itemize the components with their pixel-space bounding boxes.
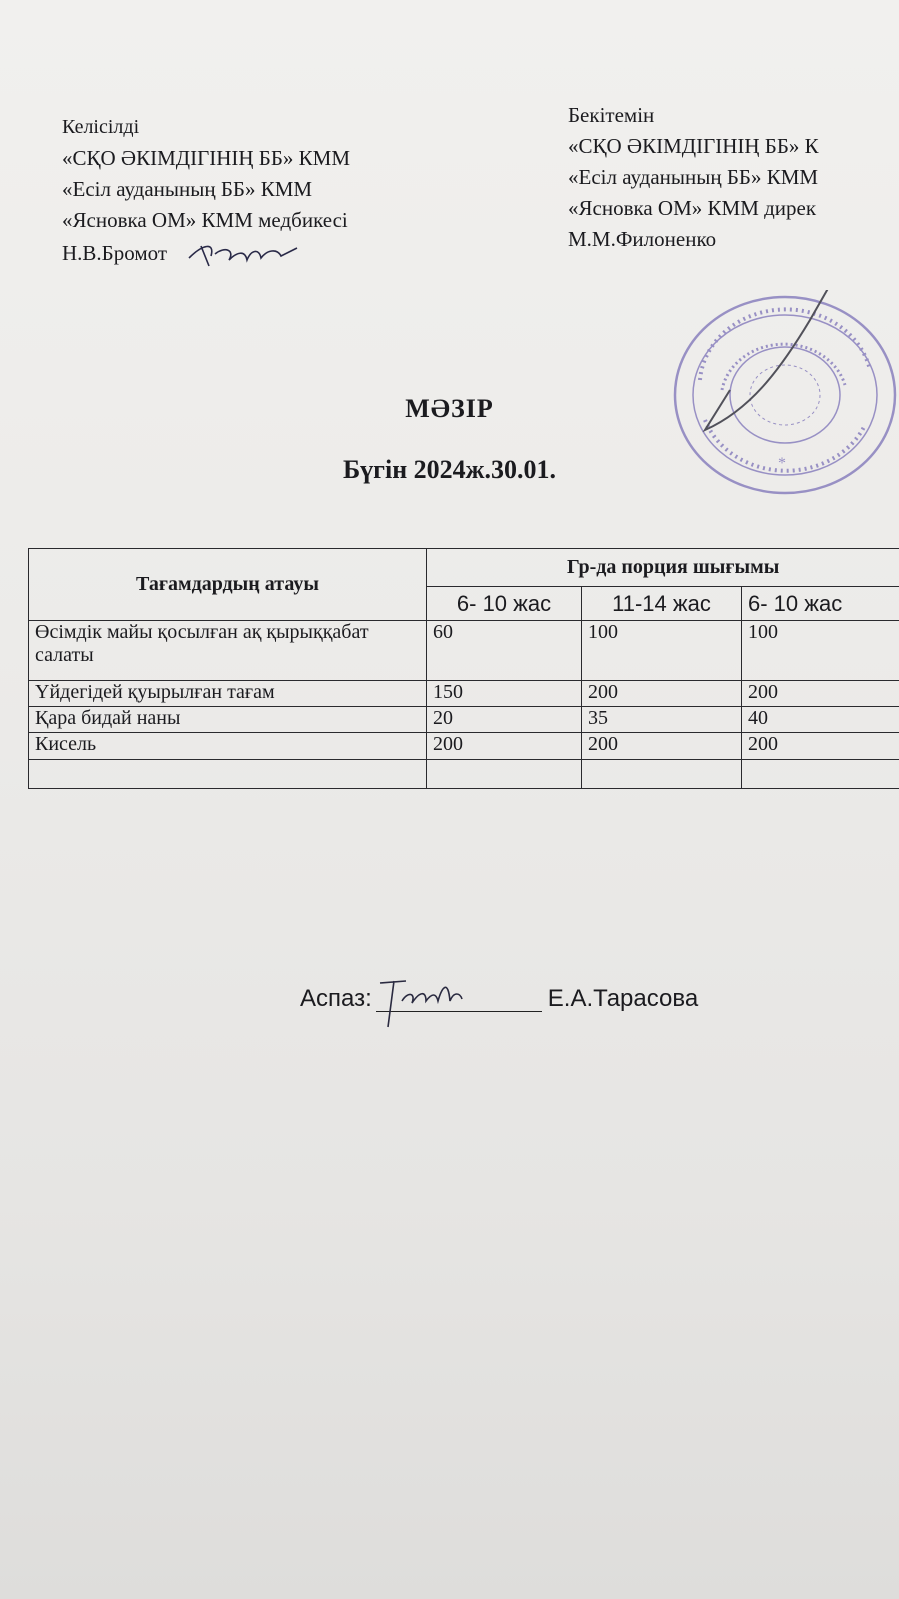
empty-cell bbox=[29, 760, 427, 789]
agreed-org-line: «СҚО ӘКІМДІГІНІҢ ББ» КММ bbox=[62, 146, 351, 170]
header-age-1: 6- 10 жас bbox=[427, 587, 582, 621]
menu-table bbox=[28, 548, 899, 789]
dish-name: Өсімдік майы қосылған ақ қырыққабат салаты bbox=[29, 621, 427, 681]
portion-value: 200 bbox=[742, 681, 899, 707]
cook-name: Е.А.Тарасова bbox=[547, 985, 699, 1012]
agreed-name: Н.В.Бромот bbox=[62, 241, 168, 265]
portion-value: 200 bbox=[427, 733, 582, 760]
page-title: МӘЗІР bbox=[405, 394, 494, 423]
approved-name: М.М.Филоненко bbox=[568, 227, 717, 251]
dish-name: Үйдегідей қуырылған тағам bbox=[29, 681, 427, 707]
portion-value: 200 bbox=[582, 681, 742, 707]
empty-cell bbox=[582, 760, 742, 789]
table-row bbox=[29, 621, 899, 681]
agreed-position-line: «Ясновка ОМ» КММ медбикесі bbox=[62, 208, 348, 232]
table-row bbox=[29, 681, 899, 707]
dish-name: Кисель bbox=[29, 733, 427, 760]
portion-value: 35 bbox=[582, 707, 742, 733]
header-portion: Гр-да порция шығымы bbox=[427, 549, 899, 587]
signature-blank bbox=[376, 985, 542, 1012]
approved-heading: Бекітемін bbox=[568, 103, 655, 127]
portion-value: 60 bbox=[427, 621, 582, 681]
nurse-signature bbox=[185, 236, 305, 270]
table-row bbox=[29, 707, 899, 733]
approved-org-line: «СҚО ӘКІМДІГІНІҢ ББ» К bbox=[568, 134, 819, 158]
empty-cell bbox=[742, 760, 899, 789]
header-age-2: 11-14 жас bbox=[582, 587, 742, 621]
header-age-3: 6- 10 жас bbox=[742, 587, 899, 621]
portion-value: 40 bbox=[742, 707, 899, 733]
portion-value: 100 bbox=[742, 621, 899, 681]
approved-district-line: «Есіл ауданының ББ» КММ bbox=[568, 165, 819, 189]
header-dish-name: Тағамдардың атауы bbox=[29, 549, 427, 621]
dish-name: Қара бидай наны bbox=[29, 707, 427, 733]
portion-value: 20 bbox=[427, 707, 582, 733]
table-header-row bbox=[29, 549, 899, 587]
portion-value: 150 bbox=[427, 681, 582, 707]
portion-value: 100 bbox=[582, 621, 742, 681]
cook-signature bbox=[376, 971, 486, 1031]
cook-label: Аспаз: bbox=[300, 985, 372, 1012]
approved-position-line: «Ясновка ОМ» КММ дирек bbox=[568, 196, 817, 220]
approval-block-agreed bbox=[62, 112, 350, 270]
agreed-heading: Келісілді bbox=[62, 116, 140, 138]
agreed-name-line bbox=[62, 236, 350, 270]
date-subtitle: Бүгін 2024ж.30.01. bbox=[342, 455, 557, 484]
cook-signature-line bbox=[300, 985, 698, 1013]
empty-cell bbox=[427, 760, 582, 789]
portion-value: 200 bbox=[582, 733, 742, 760]
agreed-district-line: «Есіл ауданының ББ» КММ bbox=[62, 177, 313, 201]
table-row bbox=[29, 733, 899, 760]
table-empty-row bbox=[29, 760, 899, 789]
approval-block-approved bbox=[568, 100, 819, 255]
portion-value: 200 bbox=[742, 733, 899, 760]
svg-text:*: * bbox=[778, 455, 786, 472]
